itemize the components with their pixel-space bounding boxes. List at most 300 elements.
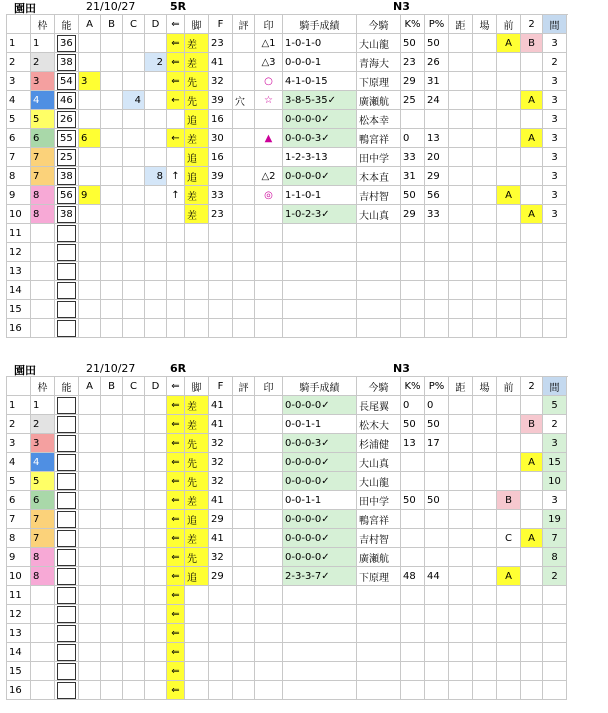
nou-cell [55, 643, 79, 662]
nou-cell [55, 529, 79, 548]
waku-cell: 3 [31, 434, 55, 453]
ni-cell: A [521, 529, 543, 548]
seiseki-cell: 0-0-0-0✓ [283, 110, 357, 129]
p-pct-cell: 56 [425, 186, 449, 205]
col-c-cell [123, 548, 145, 567]
k-pct-cell: 23 [401, 53, 425, 72]
ma-cell [543, 624, 567, 643]
col-a-cell [79, 453, 101, 472]
race-condition: N3 [393, 0, 410, 13]
kyori-cell [449, 110, 473, 129]
col-d-cell [145, 205, 167, 224]
hyo-cell [233, 72, 255, 91]
nou-value [57, 320, 76, 337]
nou-cell [55, 129, 79, 148]
p-pct-cell [425, 319, 449, 338]
mae-cell [497, 681, 521, 700]
col-d-cell: 8 [145, 167, 167, 186]
k-pct-cell [401, 453, 425, 472]
kyaku-cell [185, 262, 209, 281]
col-c-cell [123, 186, 145, 205]
arrow-cell: ⇐ [167, 510, 185, 529]
seiseki-cell: 1-0-1-0 [283, 34, 357, 53]
kishu-cell: 鴨宮祥 [357, 129, 401, 148]
nou-value: 38 [57, 168, 76, 185]
kyaku-cell [185, 681, 209, 700]
race-table-5r [6, 14, 567, 338]
kishu-cell [357, 681, 401, 700]
arrow-cell: ⇐ [167, 415, 185, 434]
arrow-cell: ⇐ [167, 53, 185, 72]
col-d-cell [145, 396, 167, 415]
seiseki-cell [283, 586, 357, 605]
shirushi-cell [255, 300, 283, 319]
kyori-cell [449, 548, 473, 567]
mae-cell: A [497, 186, 521, 205]
kyori-cell [449, 205, 473, 224]
kyori-cell [449, 510, 473, 529]
hyo-cell [233, 586, 255, 605]
hyo-cell [233, 281, 255, 300]
ni-cell [521, 53, 543, 72]
col-a-cell [79, 643, 101, 662]
header-nou: 能 [55, 15, 79, 34]
col-b-cell [101, 281, 123, 300]
p-pct-cell: 50 [425, 415, 449, 434]
kishu-cell: 下原理 [357, 72, 401, 91]
header-corner [7, 15, 31, 34]
row-number: 14 [7, 643, 31, 662]
f-cell: 39 [209, 91, 233, 110]
f-cell [209, 224, 233, 243]
header-p-pct: P% [425, 15, 449, 34]
f-cell: 41 [209, 53, 233, 72]
shirushi-cell [255, 262, 283, 281]
ni-cell [521, 662, 543, 681]
waku-cell: 8 [31, 567, 55, 586]
nou-cell [55, 53, 79, 72]
ba-cell [473, 186, 497, 205]
col-c-cell [123, 148, 145, 167]
kyori-cell [449, 224, 473, 243]
hyo-cell [233, 319, 255, 338]
p-pct-cell: 0 [425, 396, 449, 415]
header-k-pct: K% [401, 15, 425, 34]
mae-cell [497, 300, 521, 319]
mae-cell [497, 129, 521, 148]
ma-cell: 19 [543, 510, 567, 529]
arrow-cell [167, 281, 185, 300]
nou-cell [55, 434, 79, 453]
row-number: 4 [7, 453, 31, 472]
col-c-cell [123, 472, 145, 491]
ni-cell [521, 281, 543, 300]
waku-cell: 5 [31, 110, 55, 129]
col-b-cell [101, 319, 123, 338]
header-waku: 枠 [31, 377, 55, 396]
hyo-cell [233, 396, 255, 415]
ni-cell: A [521, 453, 543, 472]
kyaku-cell: 先 [185, 72, 209, 91]
kishu-cell: 田中学 [357, 491, 401, 510]
k-pct-cell [401, 224, 425, 243]
col-c-cell [123, 662, 145, 681]
shirushi-cell [255, 491, 283, 510]
kyori-cell [449, 567, 473, 586]
col-d-cell [145, 72, 167, 91]
seiseki-cell [283, 681, 357, 700]
header-arrow: ⇐ [167, 377, 185, 396]
kyori-cell [449, 662, 473, 681]
ma-cell: 3 [543, 34, 567, 53]
arrow-cell [167, 148, 185, 167]
header-mae: 前 [497, 377, 521, 396]
header-ba: 場 [473, 15, 497, 34]
mae-cell [497, 224, 521, 243]
ni-cell [521, 396, 543, 415]
mae-cell [497, 548, 521, 567]
col-b-cell [101, 224, 123, 243]
ba-cell [473, 662, 497, 681]
k-pct-cell: 50 [401, 415, 425, 434]
k-pct-cell: 50 [401, 34, 425, 53]
ba-cell [473, 681, 497, 700]
col-a-cell [79, 662, 101, 681]
col-c-cell [123, 205, 145, 224]
f-cell: 41 [209, 396, 233, 415]
arrow-cell [167, 205, 185, 224]
k-pct-cell: 29 [401, 72, 425, 91]
kyaku-cell: 差 [185, 415, 209, 434]
p-pct-cell: 50 [425, 34, 449, 53]
waku-cell: 4 [31, 453, 55, 472]
col-b-cell [101, 529, 123, 548]
hyo-cell [233, 491, 255, 510]
ma-cell: 3 [543, 186, 567, 205]
col-b-cell [101, 624, 123, 643]
shirushi-cell [255, 415, 283, 434]
arrow-cell [167, 243, 185, 262]
p-pct-cell [425, 110, 449, 129]
col-a-cell [79, 34, 101, 53]
nou-cell [55, 110, 79, 129]
col-c-cell [123, 72, 145, 91]
nou-value: 25 [57, 149, 76, 166]
p-pct-cell [425, 548, 449, 567]
header-f: F [209, 15, 233, 34]
ma-cell [543, 662, 567, 681]
kyori-cell [449, 167, 473, 186]
row-number: 14 [7, 281, 31, 300]
ma-cell: 5 [543, 396, 567, 415]
mae-cell [497, 643, 521, 662]
seiseki-cell [283, 319, 357, 338]
header-nou: 能 [55, 377, 79, 396]
row-number: 7 [7, 510, 31, 529]
kyori-cell [449, 643, 473, 662]
col-a-cell [79, 167, 101, 186]
ni-cell: A [521, 129, 543, 148]
kyaku-cell: 先 [185, 453, 209, 472]
kishu-cell [357, 224, 401, 243]
kyaku-cell: 先 [185, 472, 209, 491]
f-cell [209, 662, 233, 681]
table-row [7, 205, 567, 224]
col-c-cell [123, 224, 145, 243]
arrow-cell: ⇐ [167, 567, 185, 586]
kyaku-cell: 追 [185, 110, 209, 129]
k-pct-cell: 50 [401, 186, 425, 205]
kyori-cell [449, 453, 473, 472]
seiseki-cell: 1-0-2-3✓ [283, 205, 357, 224]
p-pct-cell: 13 [425, 129, 449, 148]
col-c-cell [123, 129, 145, 148]
col-b-cell [101, 167, 123, 186]
ba-cell [473, 224, 497, 243]
k-pct-cell: 31 [401, 167, 425, 186]
col-a-cell [79, 148, 101, 167]
shirushi-cell [255, 529, 283, 548]
seiseki-cell [283, 643, 357, 662]
ni-cell [521, 319, 543, 338]
ni-cell [521, 300, 543, 319]
col-b-cell [101, 34, 123, 53]
seiseki-cell: 0-0-0-0✓ [283, 472, 357, 491]
kyori-cell [449, 415, 473, 434]
f-cell [209, 300, 233, 319]
nou-cell [55, 510, 79, 529]
shirushi-cell: ◎ [255, 186, 283, 205]
nou-cell [55, 148, 79, 167]
p-pct-cell: 50 [425, 491, 449, 510]
row-number: 13 [7, 624, 31, 643]
hyo-cell [233, 548, 255, 567]
table-row [7, 472, 567, 491]
kishu-cell: 鴨宮祥 [357, 510, 401, 529]
header-p-pct: P% [425, 377, 449, 396]
table-row [7, 415, 567, 434]
nou-cell [55, 262, 79, 281]
k-pct-cell: 33 [401, 148, 425, 167]
kyori-cell [449, 529, 473, 548]
kyaku-cell [185, 662, 209, 681]
p-pct-cell [425, 529, 449, 548]
arrow-cell: ⇐ [167, 491, 185, 510]
hyo-cell [233, 186, 255, 205]
col-c-cell [123, 396, 145, 415]
nou-value: 38 [57, 206, 76, 223]
ba-cell [473, 167, 497, 186]
k-pct-cell [401, 662, 425, 681]
shirushi-cell [255, 681, 283, 700]
nou-value: 38 [57, 54, 76, 71]
ma-cell: 3 [543, 205, 567, 224]
shirushi-cell [255, 110, 283, 129]
kishu-cell: 大山真 [357, 453, 401, 472]
k-pct-cell: 48 [401, 567, 425, 586]
nou-value [57, 644, 76, 661]
shirushi-cell [255, 148, 283, 167]
row-number: 12 [7, 605, 31, 624]
nou-value [57, 625, 76, 642]
mae-cell [497, 510, 521, 529]
ma-cell [543, 300, 567, 319]
arrow-cell: ⇐ [167, 605, 185, 624]
shirushi-cell: △2 [255, 167, 283, 186]
mae-cell: A [497, 34, 521, 53]
col-d-cell [145, 605, 167, 624]
ni-cell [521, 624, 543, 643]
f-cell: 29 [209, 567, 233, 586]
f-cell: 32 [209, 472, 233, 491]
mae-cell [497, 281, 521, 300]
mae-cell [497, 415, 521, 434]
nou-cell [55, 662, 79, 681]
row-number: 9 [7, 548, 31, 567]
waku-cell [31, 281, 55, 300]
col-c-cell [123, 491, 145, 510]
header-k-pct: K% [401, 377, 425, 396]
f-cell: 39 [209, 167, 233, 186]
ni-cell: B [521, 34, 543, 53]
row-number: 6 [7, 129, 31, 148]
race-table-6r [6, 376, 567, 700]
p-pct-cell: 31 [425, 72, 449, 91]
k-pct-cell [401, 319, 425, 338]
nou-value [57, 492, 76, 509]
hyo-cell [233, 662, 255, 681]
kishu-cell: 松本幸 [357, 110, 401, 129]
k-pct-cell [401, 510, 425, 529]
kyori-cell [449, 129, 473, 148]
kyori-cell [449, 243, 473, 262]
waku-cell: 8 [31, 205, 55, 224]
ma-cell [543, 262, 567, 281]
ba-cell [473, 34, 497, 53]
ma-cell: 10 [543, 472, 567, 491]
waku-cell [31, 624, 55, 643]
row-number: 5 [7, 110, 31, 129]
header-ni: 2 [521, 15, 543, 34]
col-c-cell [123, 510, 145, 529]
ni-cell [521, 510, 543, 529]
k-pct-cell [401, 472, 425, 491]
ba-cell [473, 453, 497, 472]
p-pct-cell: 44 [425, 567, 449, 586]
header-hyo: 評 [233, 15, 255, 34]
col-d-cell [145, 129, 167, 148]
col-d-cell [145, 148, 167, 167]
kyori-cell [449, 434, 473, 453]
col-c-cell [123, 529, 145, 548]
header-col-c: C [123, 15, 145, 34]
ni-cell [521, 491, 543, 510]
f-cell: 16 [209, 148, 233, 167]
mae-cell [497, 586, 521, 605]
kyaku-cell [185, 605, 209, 624]
table-row [7, 72, 567, 91]
nou-cell [55, 72, 79, 91]
mae-cell [497, 624, 521, 643]
kyori-cell [449, 91, 473, 110]
seiseki-cell: 0-0-0-3✓ [283, 434, 357, 453]
ma-cell: 3 [543, 91, 567, 110]
kishu-cell: 大山龍 [357, 34, 401, 53]
col-b-cell [101, 643, 123, 662]
table-row-empty [7, 300, 567, 319]
shirushi-cell [255, 319, 283, 338]
hyo-cell [233, 34, 255, 53]
col-b-cell [101, 72, 123, 91]
table-row-empty [7, 643, 567, 662]
ma-cell [543, 681, 567, 700]
seiseki-cell: 0-0-0-0✓ [283, 529, 357, 548]
hyo-cell [233, 129, 255, 148]
waku-cell: 7 [31, 167, 55, 186]
kishu-cell [357, 643, 401, 662]
header-row [7, 377, 567, 396]
ma-cell: 15 [543, 453, 567, 472]
nou-value [57, 530, 76, 547]
header-kyaku: 脚 [185, 15, 209, 34]
kyaku-cell: 差 [185, 34, 209, 53]
hyo-cell [233, 224, 255, 243]
waku-cell: 1 [31, 396, 55, 415]
ma-cell: 3 [543, 129, 567, 148]
col-d-cell [145, 586, 167, 605]
mae-cell [497, 148, 521, 167]
mae-cell [497, 53, 521, 72]
hyo-cell [233, 300, 255, 319]
ba-cell [473, 567, 497, 586]
f-cell: 41 [209, 529, 233, 548]
arrow-cell: ⇐ [167, 434, 185, 453]
col-a-cell [79, 110, 101, 129]
header-f: F [209, 377, 233, 396]
k-pct-cell [401, 243, 425, 262]
row-number: 12 [7, 243, 31, 262]
shirushi-cell: △3 [255, 53, 283, 72]
row-number: 5 [7, 472, 31, 491]
col-a-cell [79, 586, 101, 605]
seiseki-cell [283, 300, 357, 319]
f-cell: 30 [209, 129, 233, 148]
col-d-cell [145, 491, 167, 510]
race-number: 5R [170, 0, 187, 13]
seiseki-cell [283, 224, 357, 243]
seiseki-cell: 1-2-3-13 [283, 148, 357, 167]
nou-value: 26 [57, 111, 76, 128]
nou-value [57, 282, 76, 299]
shirushi-cell [255, 605, 283, 624]
kishu-cell: 田中学 [357, 148, 401, 167]
header-ni: 2 [521, 377, 543, 396]
col-c-cell [123, 624, 145, 643]
p-pct-cell [425, 605, 449, 624]
ni-cell [521, 586, 543, 605]
k-pct-cell [401, 624, 425, 643]
col-a-cell [79, 396, 101, 415]
col-d-cell [145, 34, 167, 53]
arrow-cell [167, 300, 185, 319]
seiseki-cell: 0-0-0-0✓ [283, 453, 357, 472]
kyaku-cell: 追 [185, 148, 209, 167]
ba-cell [473, 491, 497, 510]
ni-cell [521, 148, 543, 167]
ba-cell [473, 205, 497, 224]
mae-cell: C [497, 529, 521, 548]
f-cell: 32 [209, 453, 233, 472]
